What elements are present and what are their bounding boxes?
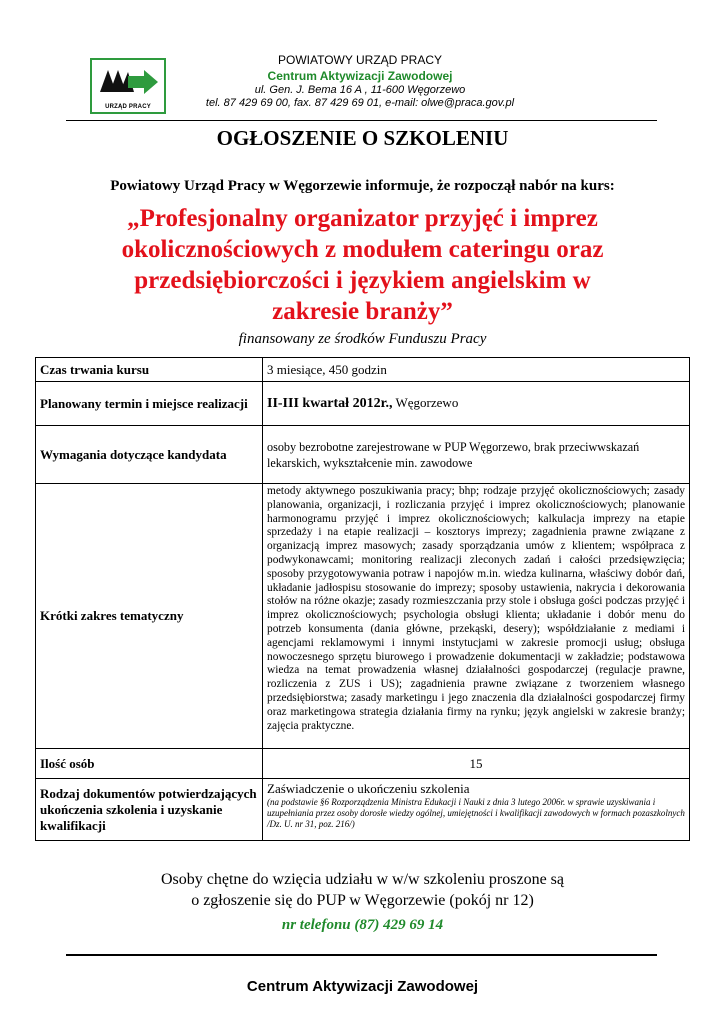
page-title: OGŁOSZENIE O SZKOLENIU [216,126,509,150]
term-place: Węgorzewo [395,395,459,410]
office-address: ul. Gen. J. Bema 16 A , 11-600 Węgorzewo [254,84,466,96]
docs-certificate: Zaświadczenie o ukończeniu szkolenia [267,781,470,796]
course-info-table [35,357,690,841]
letterhead [0,0,725,122]
phone-number: nr telefonu (87) 429 69 14 [281,917,444,933]
scope-value: metody aktywnego poszukiwania pracy; bhp; rodzaje przyjęć okolicznościowych; zasady planowania, organizacji, i rozliczania przyjęć i imprez okolicznościowych; planowanie harmonogramu przyjęć i imprez okolicznościowych; kalkulacja imprezy na etapie sprzedaży i na etapie realizacji – kosztorys imprezy; zagadnienia prawne związane z organizacją imprez masowych; zasady sporządzania umów z klientem; współpraca z podwykonawcami; monitoring realizacji zleconych zadań i całości przedsięwzięcia; sposoby przygotowywania potraw i napojów m.in. wiedza kulinarna, właściwy dobór dań, układanie jadłospisu stosowanie do imprezy; sposoby ustawienia, nakrycia i dekorowania stołów na różne okazje; zasady rozmieszczania przy stole i obsługa gości podczas przyjęć i imprez okolicznościowych; psychologia obsługi klienta; układanie i dobór menu do potrzeb konsumenta (dania główne, przekąski, desery); współdziałanie z mediami i agencjami reklamowymi i innymi instytucjami w zakresie promocji usług; obsługa nowoczesnego sprzętu biurowego i prowadzenie dokumentacji w zakładzie; podstawowa wiedza na temat prowadzenia własnej działalności gospodarczej (regulacje prawne, rozliczenia z ZUS i US); zagadnienia prawne związane z tworzeniem własnego przedsiębiorstwa; zasady marketingu i jego znaczenia dla działalności gospodarczej firmy oraz marketingowa strategia działania firmy na rynku; język angielski w zakresie branży; zajęcia praktyczne. [263,484,690,749]
requirements-label: Wymagania dotyczące kandydata [36,426,263,484]
arrow-logo-icon [94,62,162,98]
footer-center-name: Centrum Aktywizacji Zawodowej [246,978,479,995]
invitation-text [0,869,725,911]
office-contact: tel. 87 429 69 00, fax. 87 429 69 01, e-mail: olwe@praca.gov.pl [205,97,515,109]
table-row [36,426,690,484]
office-name: POWIATOWY URZĄD PRACY [277,53,442,67]
requirements-value: osoby bezrobotne zarejestrowane w PUP Węgorzewo, brak przeciwwskazań lekarskich, wykształcenie min. zawodowe [263,426,690,484]
funding-note: finansowany ze środków Funduszu Pracy [238,331,487,347]
scope-label: Krótki zakres tematyczny [36,484,263,749]
term-date: II-III kwartał 2012r., [267,396,393,411]
table-row [36,382,690,426]
term-label: Planowany termin i miejsce realizacji [36,382,263,426]
invitation-line-1: Osoby chętne do wzięcia udziału w w/w szkoleniu proszone są [161,871,564,888]
footer-divider [66,954,657,956]
docs-legal-note: (na podstawie §6 Rozporządzenia Ministra Edukacji i Nauki z dnia 3 lutego 2006r. w sprawie uzyskiwania i uzupełniania przez osoby dorosłe wiedzy ogólnej, umiejętności i kwalifikacji zawodowych w formach pozaszkolnych /Dz. U. nr 31, poz. 216/) [267,797,685,829]
duration-label: Czas trwania kursu [36,358,263,382]
duration-value: 3 miesiące, 450 godzin [263,358,690,382]
invitation-line-2: o zgłoszenie się do PUP w Węgorzewie (pokój nr 12) [191,892,534,909]
docs-value [263,779,690,841]
term-value [263,382,690,426]
table-row [36,484,690,749]
table-row [36,358,690,382]
intro-text: Powiatowy Urząd Pracy w Węgorzewie informuje, że rozpoczął nabór na kurs: [110,178,615,194]
count-label: Ilość osób [36,749,263,779]
docs-label: Rodzaj dokumentów potwierdzających ukończenia szkolenia i uzyskanie kwalifikacji [36,779,263,841]
count-value: 15 [263,749,690,779]
center-name: Centrum Aktywizacji Zawodowej [267,69,453,83]
header-divider [66,120,657,121]
logo-text: URZĄD PRACY [105,104,151,110]
table-row [36,779,690,841]
office-logo [90,58,166,114]
course-name: „Profesjonalny organizator przyjęć i imprez okolicznościowych z modułem cateringu oraz przedsiębiorczości i językiem angielskim w zakresie branży” [121,205,604,325]
table-row [36,749,690,779]
